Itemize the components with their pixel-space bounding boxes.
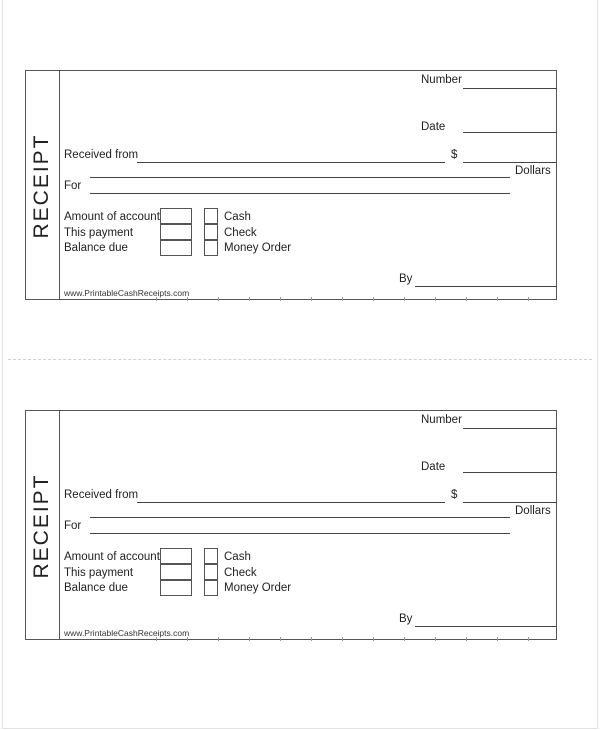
balance-due-label: Balance due [64,582,128,594]
check-label: Check [224,227,257,239]
money-order-checkbox[interactable] [204,580,218,596]
amount-field[interactable] [463,162,557,163]
date-label: Date [421,121,446,133]
this-payment-box[interactable] [160,564,192,580]
for-label: For [64,520,82,532]
currency-symbol: $ [451,149,458,161]
amount-of-account-box[interactable] [160,208,192,224]
for-field[interactable] [90,533,510,534]
this-payment-label: This payment [64,227,134,239]
footer-tick-marks [156,637,552,641]
received-from-label: Received from [64,489,139,501]
received-from-field[interactable] [137,502,445,503]
date-field[interactable] [463,472,557,473]
receipt-title: RECEIPT [30,133,53,239]
currency-symbol: $ [451,489,458,501]
receipt-title: RECEIPT [30,473,53,579]
amount-of-account-label: Amount of account [64,211,160,223]
amount-of-account-label: Amount of account [64,551,160,563]
money-order-label: Money Order [224,582,292,594]
date-label: Date [421,461,446,473]
for-label: For [64,180,82,192]
for-field[interactable] [90,193,510,194]
signature-field[interactable] [415,286,557,287]
dollars-label: Dollars [515,165,551,177]
this-payment-box[interactable] [160,224,192,240]
receipt-title-column [26,71,60,299]
signature-field[interactable] [415,626,557,627]
footer-tick-marks [156,297,552,301]
by-label: By [399,613,413,625]
cut-line-separator [8,359,592,360]
website-footer: www.PrintableCashReceipts.com [64,288,190,298]
cash-label: Cash [224,551,251,563]
balance-due-label: Balance due [64,242,128,254]
dollars-label: Dollars [515,505,551,517]
balance-due-box[interactable] [160,240,192,256]
money-order-label: Money Order [224,242,292,254]
amount-of-account-box[interactable] [160,548,192,564]
check-checkbox[interactable] [204,564,218,580]
receipt-title-column [26,411,60,639]
check-label: Check [224,567,257,579]
website-footer: www.PrintableCashReceipts.com [64,628,190,638]
number-field[interactable] [463,88,557,89]
check-checkbox[interactable] [204,224,218,240]
cash-label: Cash [224,211,251,223]
receipt-top [25,70,557,300]
money-order-checkbox[interactable] [204,240,218,256]
this-payment-label: This payment [64,567,134,579]
by-label: By [399,273,413,285]
number-label: Number [421,74,462,86]
received-from-field[interactable] [137,162,445,163]
cash-checkbox[interactable] [204,548,218,564]
number-label: Number [421,414,462,426]
amount-in-words-field[interactable] [90,177,510,178]
balance-due-box[interactable] [160,580,192,596]
cash-checkbox[interactable] [204,208,218,224]
amount-field[interactable] [463,502,557,503]
amount-in-words-field[interactable] [90,517,510,518]
date-field[interactable] [463,132,557,133]
received-from-label: Received from [64,149,139,161]
number-field[interactable] [463,428,557,429]
receipt-bottom [25,410,557,640]
